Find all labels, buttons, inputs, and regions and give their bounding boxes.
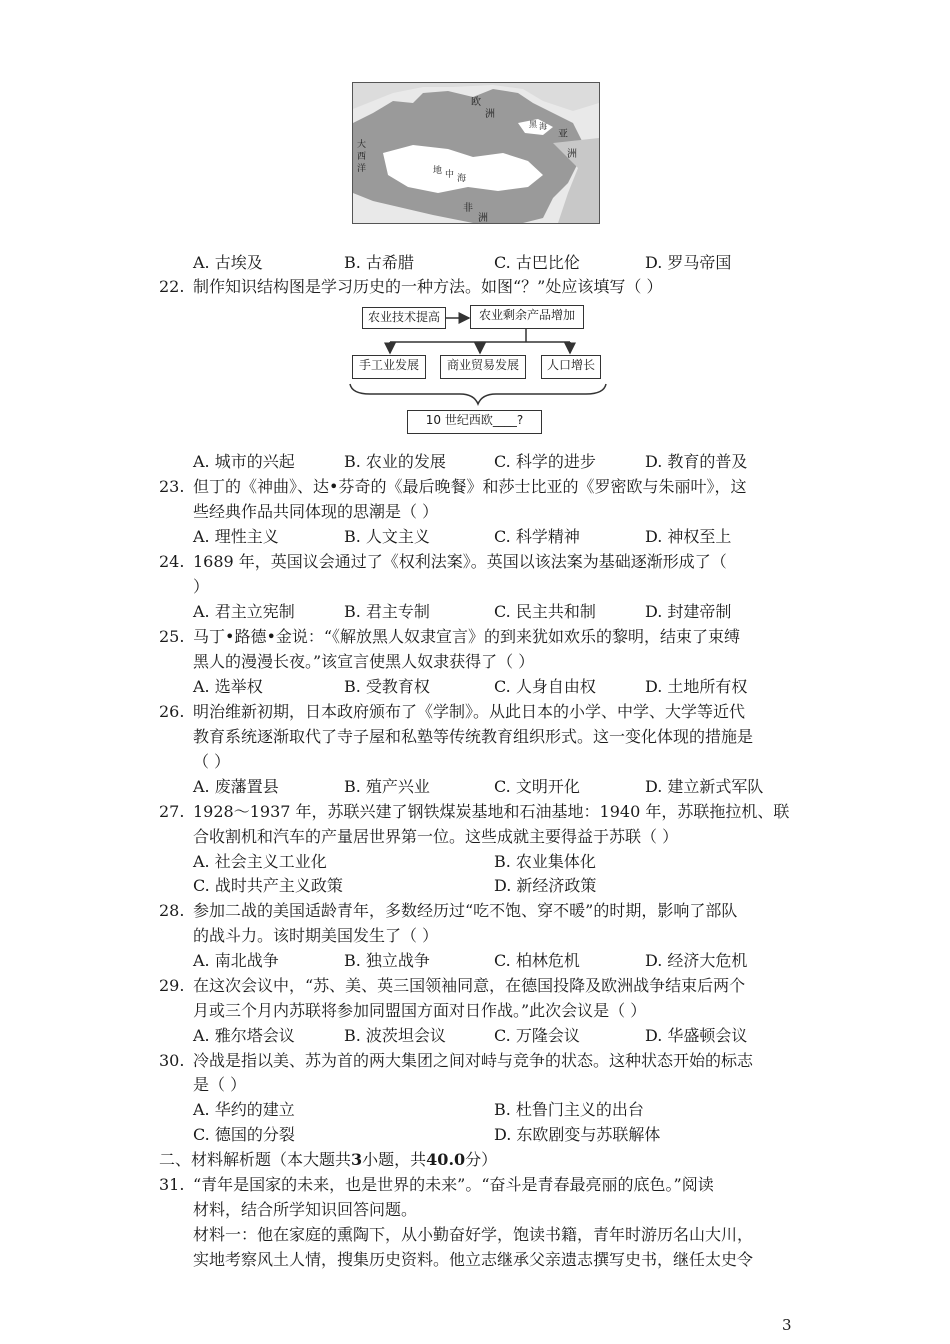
q23-option-d: D. 神权至上 [645, 527, 732, 546]
q31-line-4: 实地考察风土人情，搜集历史资料。他立志继承父亲遗志撰写史书，继任太史令 [193, 1250, 754, 1269]
q31-line-1: “青年是国家的未来，也是世界的未来”。“奋斗是青春最亮丽的底色。”阅读 [193, 1175, 714, 1194]
section-heading-suffix: 分） [465, 1150, 498, 1169]
question-number: 22. [159, 277, 185, 296]
q24-option-a: A. 君主立宪制 [193, 602, 295, 621]
q28-line-1: 参加二战的美国适龄青年，多数经历过“吃不饱、穿不暖”的时期，影响了部队 [193, 901, 738, 920]
q30-option-c: C. 德国的分裂 [193, 1125, 295, 1144]
q22-option-d: D. 教育的普及 [645, 452, 748, 471]
q28-option-b: B. 独立战争 [344, 951, 430, 970]
q25-line-1: 马丁•路德•金说：“《解放黑人奴隶宣言》的到来犹如欢乐的黎明，结束了束缚 [193, 627, 741, 646]
q24-option-d: D. 封建帝制 [645, 602, 732, 621]
map-label: 西 [357, 152, 367, 162]
q25-line-2: 黑人的漫漫长夜。”该宣言使黑人奴隶获得了（ ） [193, 652, 535, 671]
question-number: 29. [159, 976, 185, 995]
map-label: 非 [463, 203, 473, 214]
map-label: 黑 [529, 120, 537, 129]
question-number: 31. [159, 1175, 185, 1194]
q24-line-1: 1689 年，英国议会通过了《权利法案》。英国以该法案为基础逐渐形成了（ [193, 552, 727, 571]
section-total-score: 40.0 [426, 1150, 466, 1169]
section-heading [159, 1150, 497, 1170]
q29-option-c: C. 万隆会议 [494, 1026, 580, 1045]
q26-option-d: D. 建立新式军队 [645, 777, 764, 796]
q26-line-3: （ ） [193, 752, 231, 771]
q26-line-2: 教育系统逐渐取代了寺子屋和私塾等传统教育组织形式。这一变化体现的措施是 [193, 727, 754, 746]
diagram-box-commerce: 商业贸易发展 [440, 355, 526, 379]
question-number: 28. [159, 901, 185, 920]
section-question-count: 3 [351, 1150, 363, 1169]
map-label: 大 [357, 140, 367, 150]
q26-option-b: B. 殖产兴业 [344, 777, 430, 796]
map-label: 海 [457, 174, 467, 184]
question-number: 30. [159, 1051, 185, 1070]
diagram-box-question: 10 世纪西欧____? [407, 410, 542, 434]
q29-option-a: A. 雅尔塔会议 [193, 1026, 295, 1045]
q26-option-a: A. 废藩置县 [193, 777, 279, 796]
q27-option-c: C. 战时共产主义政策 [193, 876, 343, 895]
q28-line-2: 的战斗力。该时期美国发生了（ ） [193, 926, 439, 945]
roman-empire-map [352, 82, 600, 224]
q28-option-d: D. 经济大危机 [645, 951, 748, 970]
q21-option-d: D. 罗马帝国 [645, 253, 732, 272]
q22-option-b: B. 农业的发展 [344, 452, 446, 471]
map-label: 洲 [567, 149, 577, 160]
q25-option-a: A. 选举权 [193, 677, 263, 696]
question-number: 23. [159, 477, 185, 496]
q21-option-c: C. 古巴比伦 [494, 253, 580, 272]
map-label: 地 [433, 166, 443, 176]
q27-line-1: 1928～1937 年，苏联兴建了钢铁煤炭基地和石油基地：1940 年，苏联拖拉机、联 [193, 802, 790, 821]
q30-line-1: 冷战是指以美、苏为首的两大集团之间对峙与竞争的状态。这种状态开始的标志 [193, 1051, 754, 1070]
section-heading-mid: 小题，共 [362, 1150, 427, 1169]
q25-option-c: C. 人身自由权 [494, 677, 596, 696]
q23-option-c: C. 科学精神 [494, 527, 580, 546]
map-label: 洲 [478, 213, 488, 224]
map-label: 洋 [357, 164, 367, 174]
question-number: 24. [159, 552, 185, 571]
q24-option-c: C. 民主共和制 [494, 602, 596, 621]
q21-option-a: A. 古埃及 [193, 253, 263, 272]
question-number: 25. [159, 627, 185, 646]
q23-line-2: 些经典作品共同体现的思潮是（ ） [193, 502, 439, 521]
q27-option-a: A. 社会主义工业化 [193, 852, 327, 871]
question-number: 26. [159, 702, 185, 721]
q31-line-3: 材料一：他在家庭的熏陶下，从小勤奋好学，饱读书籍，青年时游历名山大川， [193, 1225, 754, 1244]
q22-stem: 制作知识结构图是学习历史的一种方法。如图“？”处应该填写（ ） [193, 277, 663, 296]
q27-option-d: D. 新经济政策 [494, 876, 597, 895]
q27-line-2: 合收割机和汽车的产量居世界第一位。这些成就主要得益于苏联（ ） [193, 827, 679, 846]
q31-line-2: 材料，结合所学知识回答问题。 [193, 1200, 418, 1219]
q28-option-a: A. 南北战争 [193, 951, 279, 970]
q22-option-c: C. 科学的进步 [494, 452, 596, 471]
diagram-connectors [340, 300, 620, 440]
q26-line-1: 明治维新初期，日本政府颁布了《学制》。从此日本的小学、中学、大学等近代 [193, 702, 746, 721]
diagram-box-population: 人口增长 [541, 355, 601, 379]
map-label: 海 [539, 122, 547, 131]
page-number: 3 [782, 1316, 792, 1334]
q29-line-1: 在这次会议中，“苏、美、英三国领袖同意，在德国投降及欧洲战争结束后两个 [193, 976, 746, 995]
q26-option-c: C. 文明开化 [494, 777, 580, 796]
diagram-box-agri-tech: 农业技术提高 [362, 307, 446, 329]
q27-option-b: B. 农业集体化 [494, 852, 596, 871]
q30-line-2: 是（ ） [193, 1075, 247, 1094]
q25-option-d: D. 土地所有权 [645, 677, 748, 696]
map-label: 亚 [558, 129, 568, 140]
q21-option-b: B. 古希腊 [344, 253, 414, 272]
diagram-box-agri-surplus: 农业剩余产品增加 [470, 305, 584, 329]
diagram-box-handicraft: 手工业发展 [352, 355, 426, 379]
q30-option-b: B. 杜鲁门主义的出台 [494, 1100, 644, 1119]
question-number: 27. [159, 802, 185, 821]
q23-option-a: A. 理性主义 [193, 527, 279, 546]
map-label: 中 [445, 170, 455, 180]
q22-option-a: A. 城市的兴起 [193, 452, 295, 471]
q30-option-a: A. 华约的建立 [193, 1100, 295, 1119]
q28-option-c: C. 柏林危机 [494, 951, 580, 970]
q29-line-2: 月或三个月内苏联将参加同盟国方面对日作战。”此次会议是（ ） [193, 1001, 647, 1020]
q30-option-d: D. 东欧剧变与苏联解体 [494, 1125, 661, 1144]
q23-option-b: B. 人文主义 [344, 527, 430, 546]
section-heading-prefix: 二、材料解析题（本大题共 [159, 1150, 352, 1169]
map-label: 欧 [471, 97, 481, 108]
q24-option-b: B. 君主专制 [344, 602, 430, 621]
q24-line-2: ） [193, 577, 210, 596]
q23-line-1: 但丁的《神曲》、达•芬奇的《最后晚餐》和莎士比亚的《罗密欧与朱丽叶》，这 [193, 477, 747, 496]
q29-option-d: D. 华盛顿会议 [645, 1026, 748, 1045]
q29-option-b: B. 波茨坦会议 [344, 1026, 446, 1045]
q25-option-b: B. 受教育权 [344, 677, 430, 696]
map-label: 洲 [485, 109, 495, 120]
